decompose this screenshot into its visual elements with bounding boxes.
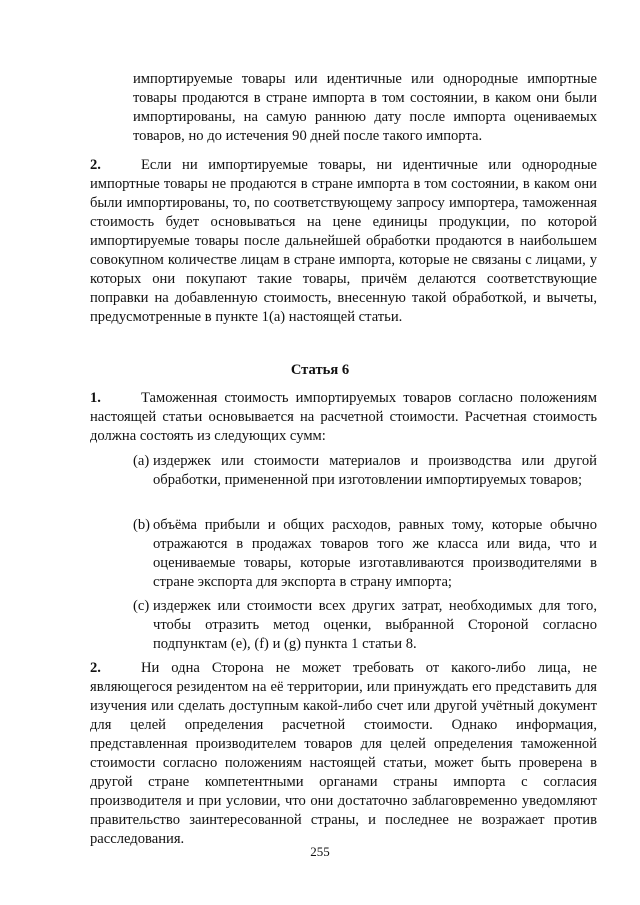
list-item-text: издержек или стоимости всех других затрат, необходимых для того, чтобы отразить метод оценки, выбранной Стороной согласно подпунктам (e), (f) и (g) пункта 1 статьи 8. bbox=[153, 598, 597, 652]
list-marker: (c) bbox=[133, 598, 150, 614]
paragraph-2-prev bbox=[90, 156, 597, 327]
list-item-text: объёма прибыли и общих расходов, равных тому, которые обычно отражаются в продажах товаров того же класса или вида, что и оцениваемые товары, которые изготавливаются производителями в стране экспорта для экспорта в страну импорта; bbox=[153, 517, 597, 590]
page-number: 255 bbox=[310, 844, 330, 859]
list-item-b bbox=[133, 516, 597, 592]
paragraph-text: Ни одна Сторона не может требовать от какого-либо лица, не являющегося резидентом на её территории, или принуждать его представить для изучения или сделать доступным какой-либо счет или другой учётный документ для целей определения расчетной стоимости. Однако информация, представленная производителем товаров для целей определения таможенной стоимости согласно положениям настоящей статьи, может быть проверена в другой стране компетентными органами страны импорта с согласия производителя и при условии, что они достаточно заблаговременно уведомляют правительство заинтересованной страны, и последнее не возражает против расследования. bbox=[90, 660, 597, 847]
paragraph-text: Таможенная стоимость импортируемых товаров согласно положениям настоящей статьи основывается на расчетной стоимости. Расчетная стоимость должна состоять из следующих сумм: bbox=[90, 390, 597, 444]
continuation-text: импортируемые товары или идентичные или однородные импортные товары продаются в стране импорта в том состоянии, в каком они были импортированы, на самую раннюю дату после импорта оцениваемых товаров, но до истечения 90 дней после такого импорта. bbox=[133, 71, 597, 144]
article-heading: Статья 6 bbox=[290, 362, 350, 378]
paragraph-number: 2. bbox=[90, 157, 101, 173]
article-paragraph-1 bbox=[90, 389, 597, 446]
continuation-paragraph bbox=[133, 70, 597, 146]
paragraph-number: 1. bbox=[90, 390, 101, 406]
list-item-c bbox=[133, 597, 597, 654]
list-item-text: издержек или стоимости материалов и производства или другой обработки, примененной при изготовлении импортируемых товаров; bbox=[153, 453, 597, 488]
article-paragraph-2 bbox=[90, 659, 597, 849]
paragraph-number: 2. bbox=[90, 660, 101, 676]
list-item-a bbox=[133, 452, 597, 490]
list-marker: (a) bbox=[133, 453, 150, 469]
list-marker: (b) bbox=[133, 517, 151, 533]
paragraph-text: Если ни импортируемые товары, ни идентичные или однородные импортные товары не продаются в стране импорта в том состоянии, в каком они были импортированы, то, по соответствующему запросу импортера, таможенная стоимость будет основываться на цене единицы продукции, по которой импортируемые товары после дальнейшей обработки продаются в наибольшем совокупном количестве лицам в стране импорта, которые не связаны с лицами, у которых они покупают такие товары, причём делаются соответствующие поправки на добавленную стоимость, внесенную такой обработкой, и вычеты, предусмотренные в пункте 1(a) настоящей статьи. bbox=[90, 157, 597, 325]
